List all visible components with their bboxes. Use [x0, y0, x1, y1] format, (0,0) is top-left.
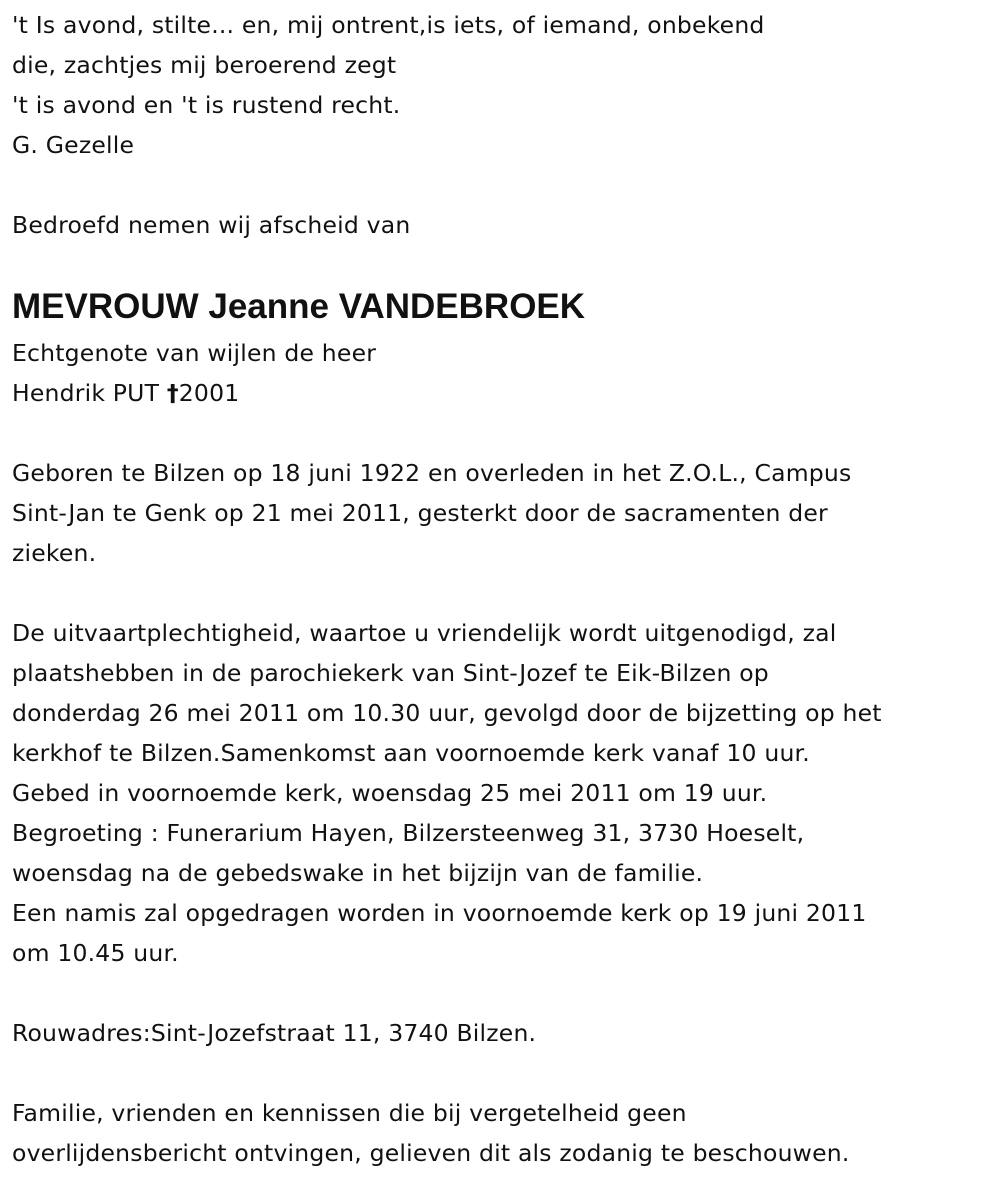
cross-icon: †	[166, 379, 179, 407]
closing-note	[12, 1093, 1000, 1173]
text-line: Sint-Jan te Genk op 21 mei 2011, gesterkt door de sacramenten der	[12, 499, 828, 527]
spouse-death-year: 2001	[178, 379, 240, 407]
poem-quote	[12, 5, 1000, 165]
intro-line: Bedroefd nemen wij afscheid van	[12, 211, 411, 239]
text-line: Geboren te Bilzen op 18 juni 1922 en overleden in het Z.O.L., Campus	[12, 459, 852, 487]
intro-text	[12, 205, 1000, 245]
text-line: woensdag na de gebedswake in het bijzijn van de familie.	[12, 859, 704, 887]
text-line: om 10.45 uur.	[12, 939, 179, 967]
spouse-name-line	[12, 373, 1000, 413]
text-line: zieken.	[12, 539, 97, 567]
text-line: plaatshebben in de parochiekerk van Sint-Jozef te Eik-Bilzen op	[12, 659, 769, 687]
text-line: Familie, vrienden en kennissen die bij vergetelheid geen	[12, 1099, 687, 1127]
text-line: De uitvaartplechtigheid, waartoe u vriendelijk wordt uitgenodigd, zal	[12, 619, 837, 647]
birth-death-info	[12, 453, 1000, 573]
mourning-address	[12, 1013, 1000, 1053]
text-line: donderdag 26 mei 2011 om 10.30 uur, gevolgd door de bijzetting op het	[12, 699, 882, 727]
poem-author: G. Gezelle	[12, 131, 135, 159]
spouse-info	[12, 333, 1000, 413]
text-line: kerkhof te Bilzen.Samenkomst aan voornoemde kerk vanaf 10 uur.	[12, 739, 810, 767]
deceased-name: MEVROUW Jeanne VANDEBROEK	[12, 287, 586, 326]
text-line: overlijdensbericht ontvingen, gelieven dit als zodanig te beschouwen.	[12, 1139, 850, 1167]
poem-line: 't is avond en 't is rustend recht.	[12, 91, 401, 119]
text-line: Gebed in voornoemde kerk, woensdag 25 mei 2011 om 19 uur.	[12, 779, 768, 807]
funeral-info	[12, 613, 1000, 973]
address-line: Rouwadres:Sint-Jozefstraat 11, 3740 Bilzen.	[12, 1019, 537, 1047]
spouse-line: Echtgenote van wijlen de heer	[12, 339, 377, 367]
poem-line: die, zachtjes mij beroerend zegt	[12, 51, 397, 79]
text-line: Begroeting : Funerarium Hayen, Bilzersteenweg 31, 3730 Hoeselt,	[12, 819, 805, 847]
poem-line: 't Is avond, stilte... en, mij ontrent,is iets, of iemand, onbekend	[12, 11, 765, 39]
spouse-name: Hendrik PUT	[12, 379, 167, 407]
text-line: Een namis zal opgedragen worden in voornoemde kerk op 19 juni 2011	[12, 899, 867, 927]
